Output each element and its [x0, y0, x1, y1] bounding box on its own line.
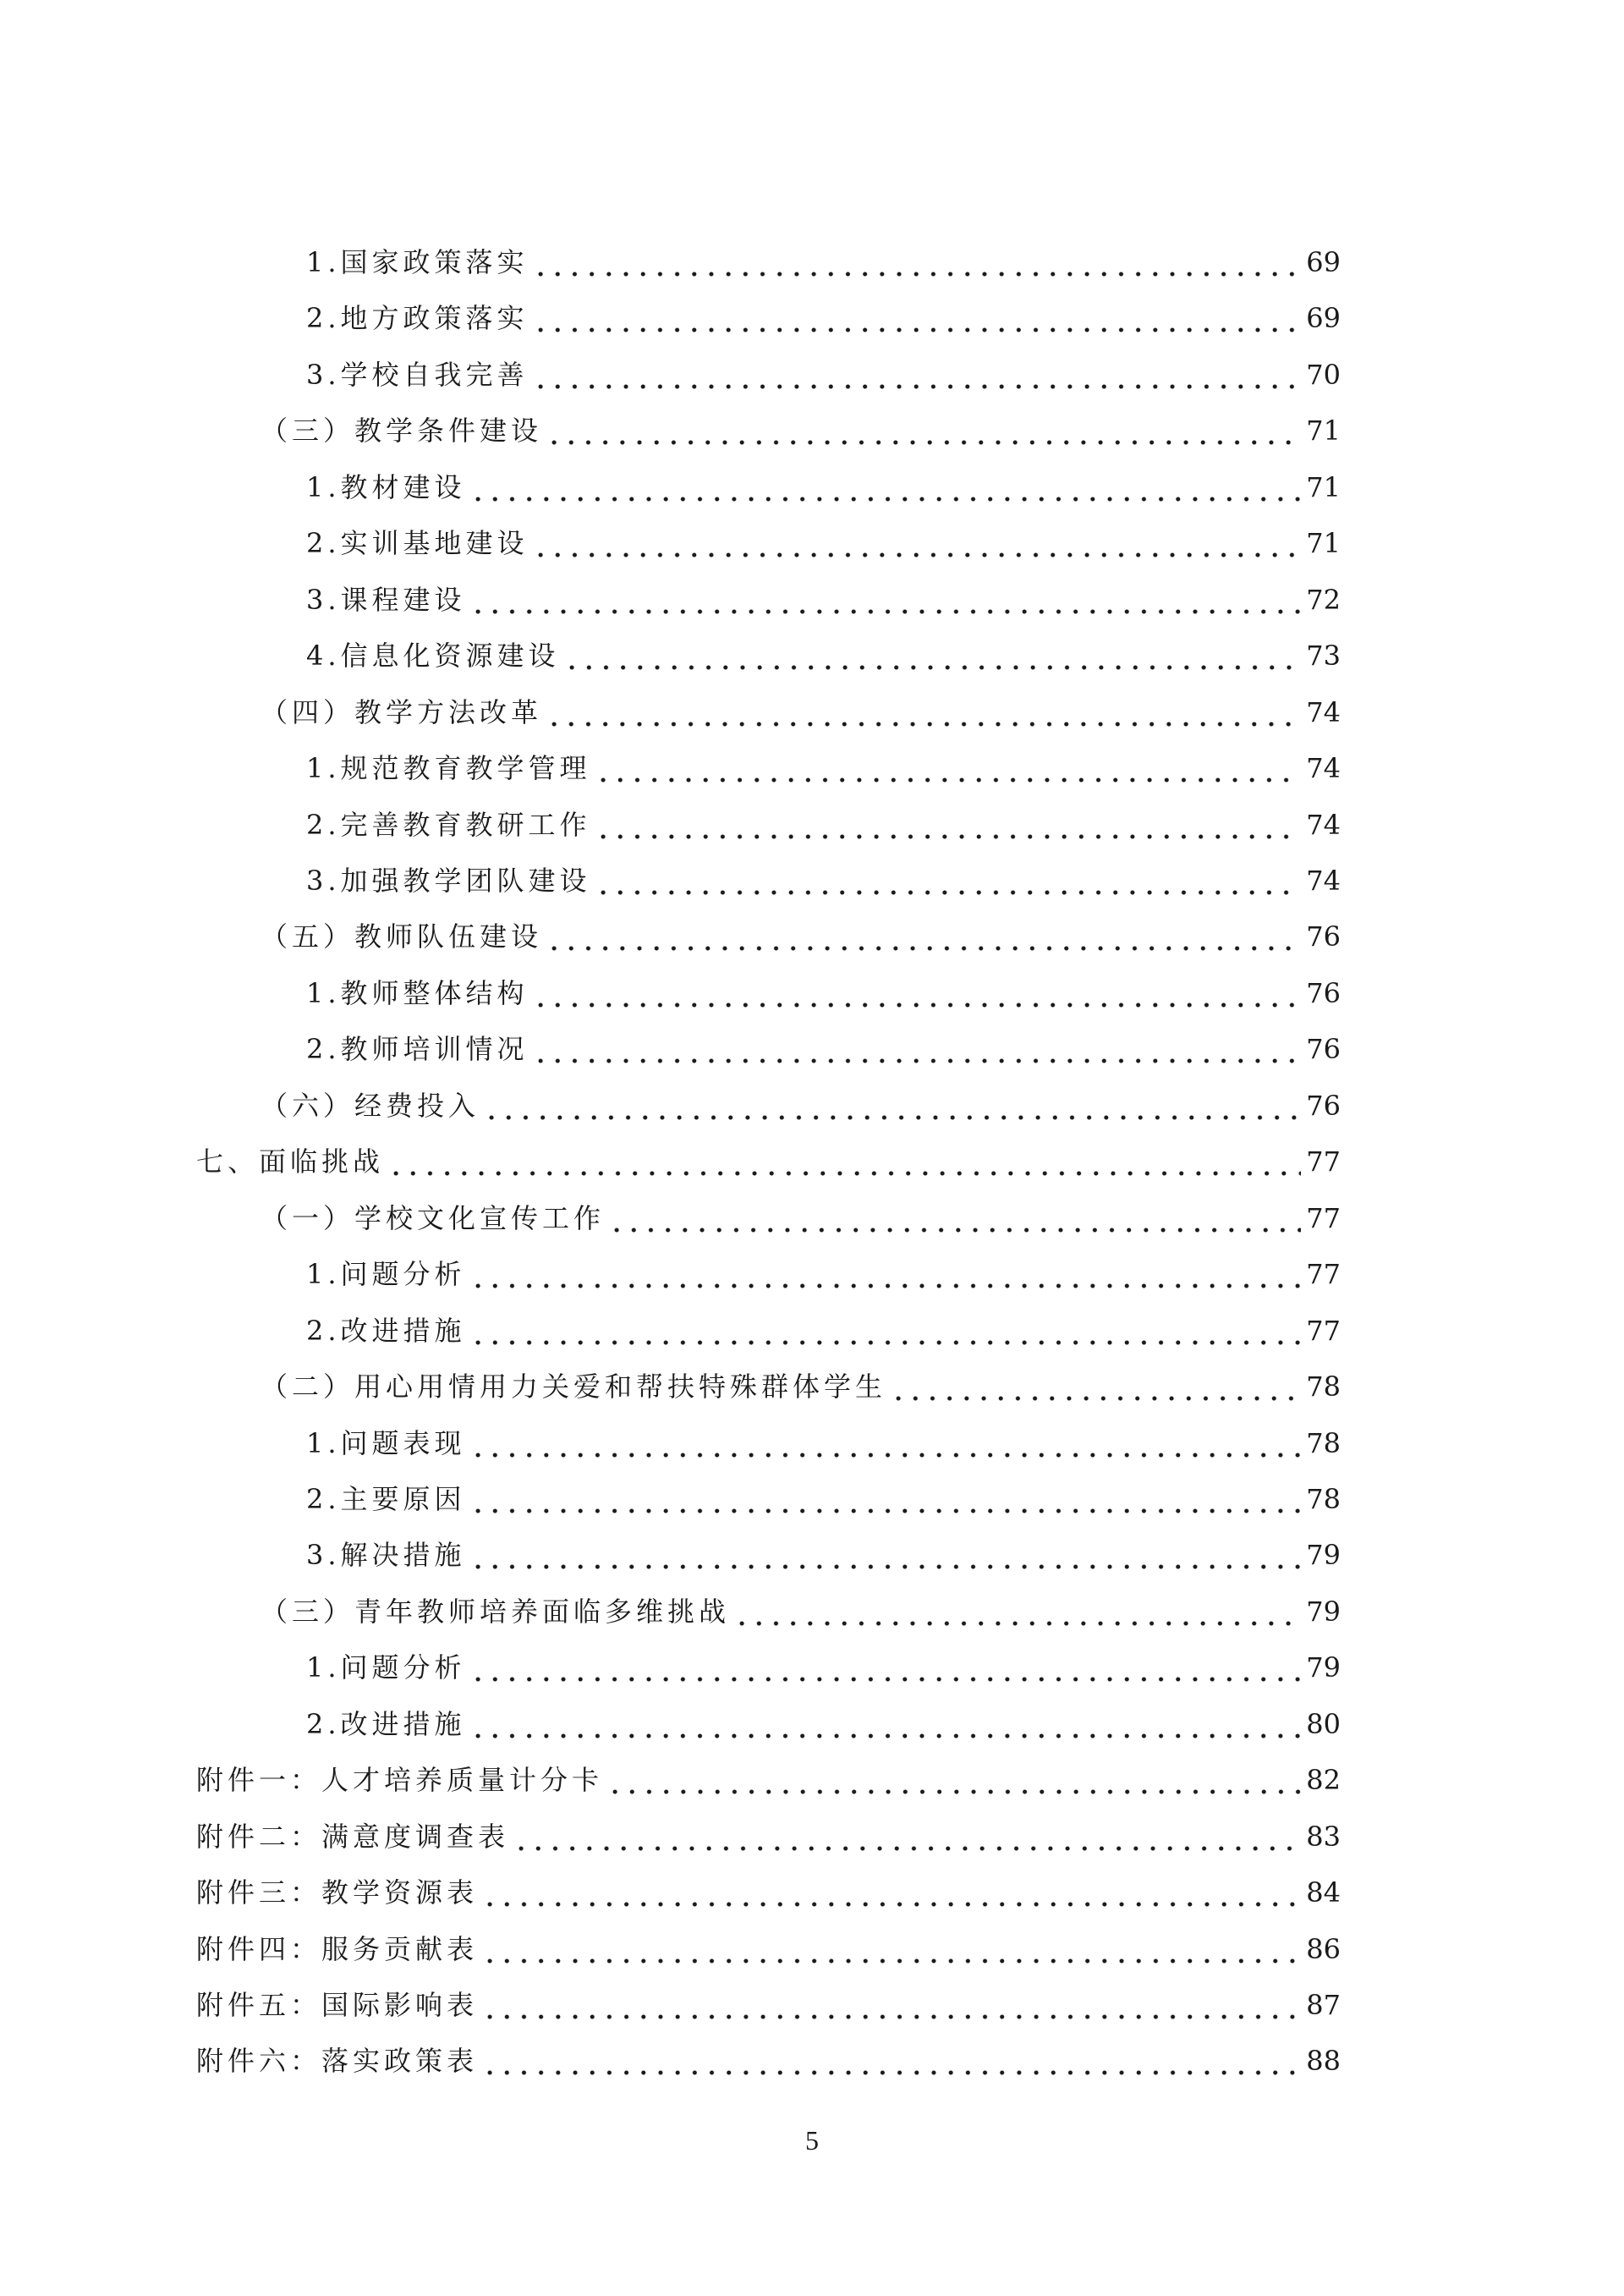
toc-entry-title: 3.课程建设 [306, 583, 466, 616]
toc-entry-page: 77 [1306, 1201, 1341, 1234]
toc-entry-title: 1.问题分析 [306, 1258, 466, 1291]
toc-entry-title: 1.国家政策落实 [306, 246, 529, 278]
toc-entry-page: 77 [1306, 1145, 1341, 1178]
toc-dot-leader [890, 1365, 1301, 1408]
toc-entry-title: 2.教师培训情况 [306, 1033, 529, 1066]
toc-dot-leader [469, 1646, 1302, 1689]
toc-entry-page: 79 [1306, 1539, 1341, 1572]
toc-dot-leader [546, 915, 1301, 958]
toc-dot-leader [532, 297, 1302, 339]
toc-entry-title: （五）教师队伍建设 [261, 920, 543, 953]
toc-dot-leader [469, 1534, 1302, 1576]
toc-entry-title: 2.实训基地建设 [306, 527, 529, 560]
toc-dot-leader [532, 522, 1302, 564]
toc-entry-page: 87 [1306, 1989, 1341, 2021]
toc-entry-title: 附件六：落实政策表 [196, 2045, 479, 2078]
toc-dot-leader [606, 1759, 1301, 1801]
toc-entry-title: 3.加强教学团队建设 [306, 865, 591, 897]
toc-entry-page: 84 [1306, 1876, 1341, 1909]
toc-dot-leader [387, 1140, 1301, 1183]
toc-entry[interactable] [261, 915, 1341, 958]
toc-entry[interactable] [306, 1028, 1341, 1070]
toc-dot-leader [595, 860, 1302, 902]
toc-entry-page: 86 [1306, 1932, 1341, 1965]
toc-entry[interactable] [261, 691, 1341, 733]
toc-dot-leader [483, 1085, 1301, 1127]
toc-entry-title: 附件四：服务贡献表 [196, 1932, 479, 1965]
toc-entry[interactable] [306, 241, 1341, 283]
toc-entry-title: 3.学校自我完善 [306, 358, 529, 391]
toc-entry-title: 附件二：满意度调查表 [196, 1820, 510, 1853]
toc-entry-page: 77 [1306, 1314, 1341, 1347]
toc-dot-leader [546, 691, 1301, 733]
toc-entry-page: 69 [1306, 246, 1341, 278]
toc-entry-page: 82 [1306, 1764, 1341, 1797]
page-number: 5 [805, 2125, 819, 2156]
toc-dot-leader [469, 1253, 1302, 1295]
toc-entry-title: （二）用心用情用力关爱和帮扶特殊群体学生 [261, 1370, 887, 1403]
toc-entry[interactable] [196, 1871, 1341, 1914]
toc-entry-page: 76 [1306, 976, 1341, 1009]
toc-entry-title: 2.地方政策落实 [306, 302, 529, 335]
toc-entry-title: 附件五：国际影响表 [196, 1989, 479, 2021]
toc-entry-title: 七、面临挑战 [196, 1145, 385, 1178]
toc-entry-title: （三）教学条件建设 [261, 415, 543, 448]
toc-entry[interactable] [306, 297, 1341, 339]
toc-entry-title: 附件一：人才培养质量计分卡 [196, 1764, 604, 1797]
toc-entry[interactable] [261, 1365, 1341, 1408]
toc-dot-leader [481, 1984, 1301, 2026]
toc-entry[interactable] [306, 579, 1341, 621]
toc-entry-title: （三）青年教师培养面临多维挑战 [261, 1595, 731, 1628]
toc-entry-title: 2.主要原因 [306, 1482, 466, 1515]
toc-entry-page: 79 [1306, 1651, 1341, 1684]
toc-entry-page: 71 [1306, 527, 1341, 560]
toc-entry[interactable] [196, 1759, 1341, 1801]
toc-entry-title: 4.信息化资源建设 [306, 640, 560, 673]
toc-entry[interactable] [261, 1590, 1341, 1633]
toc-entry[interactable] [196, 1140, 1341, 1183]
toc-entry-title: 3.解决措施 [306, 1539, 466, 1572]
toc-entry-title: 1.问题分析 [306, 1651, 466, 1684]
toc-entry[interactable] [306, 972, 1341, 1014]
toc-dot-leader [532, 354, 1302, 396]
toc-entry[interactable] [306, 522, 1341, 564]
toc-entry[interactable] [306, 466, 1341, 508]
toc-entry[interactable] [261, 1085, 1341, 1127]
toc-dot-leader [481, 1871, 1301, 1914]
toc-entry-title: 1.规范教育教学管理 [306, 752, 591, 785]
toc-entry[interactable] [196, 2040, 1341, 2082]
toc-entry-page: 76 [1306, 1033, 1341, 1066]
toc-entry-page: 74 [1306, 752, 1341, 785]
toc-entry-page: 70 [1306, 358, 1341, 391]
toc-entry[interactable] [306, 634, 1341, 677]
toc-entry[interactable] [306, 1534, 1341, 1576]
toc-entry[interactable] [196, 1984, 1341, 2026]
toc-entry-page: 74 [1306, 808, 1341, 841]
toc-entry[interactable] [306, 747, 1341, 789]
toc-entry[interactable] [306, 804, 1341, 846]
toc-entry-page: 80 [1306, 1707, 1341, 1740]
toc-dot-leader [513, 1815, 1301, 1858]
toc-dot-leader [469, 1422, 1302, 1464]
toc-entry[interactable] [306, 1646, 1341, 1689]
toc-entry[interactable] [306, 354, 1341, 396]
toc-entry-title: （六）经费投入 [261, 1089, 480, 1122]
toc-dot-leader [595, 747, 1302, 789]
toc-entry[interactable] [306, 1703, 1341, 1745]
toc-dot-leader [595, 804, 1302, 846]
toc-dot-leader [532, 241, 1302, 283]
toc-entry-title: 1.教师整体结构 [306, 976, 529, 1009]
toc-entry-title: 1.问题表现 [306, 1426, 466, 1459]
toc-entry-title: 1.教材建设 [306, 470, 466, 503]
toc-entry[interactable] [306, 860, 1341, 902]
toc-entry-page: 74 [1306, 695, 1341, 728]
toc-entry-page: 78 [1306, 1482, 1341, 1515]
toc-entry-page: 83 [1306, 1820, 1341, 1853]
toc-entry[interactable] [196, 1815, 1341, 1858]
toc-entry-page: 76 [1306, 920, 1341, 953]
toc-entry-page: 72 [1306, 583, 1341, 616]
toc-entry[interactable] [196, 1928, 1341, 1970]
toc-dot-leader [469, 1703, 1302, 1745]
toc-entry-title: 2.完善教育教研工作 [306, 808, 591, 841]
toc-dot-leader [481, 1928, 1301, 1970]
toc-entry[interactable] [306, 1310, 1341, 1352]
toc-entry-page: 71 [1306, 470, 1341, 503]
toc-entry-title: （四）教学方法改革 [261, 695, 543, 728]
toc-dot-leader [532, 972, 1302, 1014]
toc-entry-page: 76 [1306, 1089, 1341, 1122]
toc-entry[interactable] [261, 409, 1341, 452]
toc-dot-leader [546, 409, 1301, 452]
toc-entry-page: 88 [1306, 2045, 1341, 2078]
toc-entry-title: 附件三：教学资源表 [196, 1876, 479, 1909]
toc-entry-title: （一）学校文化宣传工作 [261, 1201, 606, 1234]
toc-entry-page: 79 [1306, 1595, 1341, 1628]
toc-entry-page: 77 [1306, 1258, 1341, 1291]
toc-entry-page: 73 [1306, 640, 1341, 673]
toc-entry-page: 71 [1306, 415, 1341, 448]
toc-entry[interactable] [261, 1197, 1341, 1239]
toc-dot-leader [608, 1197, 1301, 1239]
toc-dot-leader [469, 466, 1302, 508]
toc-entry-page: 78 [1306, 1370, 1341, 1403]
toc-entry[interactable] [306, 1478, 1341, 1520]
toc-entry-title: 2.改进措施 [306, 1314, 466, 1347]
toc-dot-leader [481, 2040, 1301, 2082]
toc-dot-leader [469, 579, 1302, 621]
toc-dot-leader [733, 1590, 1301, 1633]
toc-entry[interactable] [306, 1253, 1341, 1295]
toc-dot-leader [532, 1028, 1302, 1070]
toc-dot-leader [563, 634, 1302, 677]
toc-dot-leader [469, 1310, 1302, 1352]
toc-dot-leader [469, 1478, 1302, 1520]
toc-entry-page: 74 [1306, 865, 1341, 897]
toc-entry[interactable] [306, 1422, 1341, 1464]
toc-entry-page: 78 [1306, 1426, 1341, 1459]
toc-entry-title: 2.改进措施 [306, 1707, 466, 1740]
toc-entry-page: 69 [1306, 302, 1341, 335]
